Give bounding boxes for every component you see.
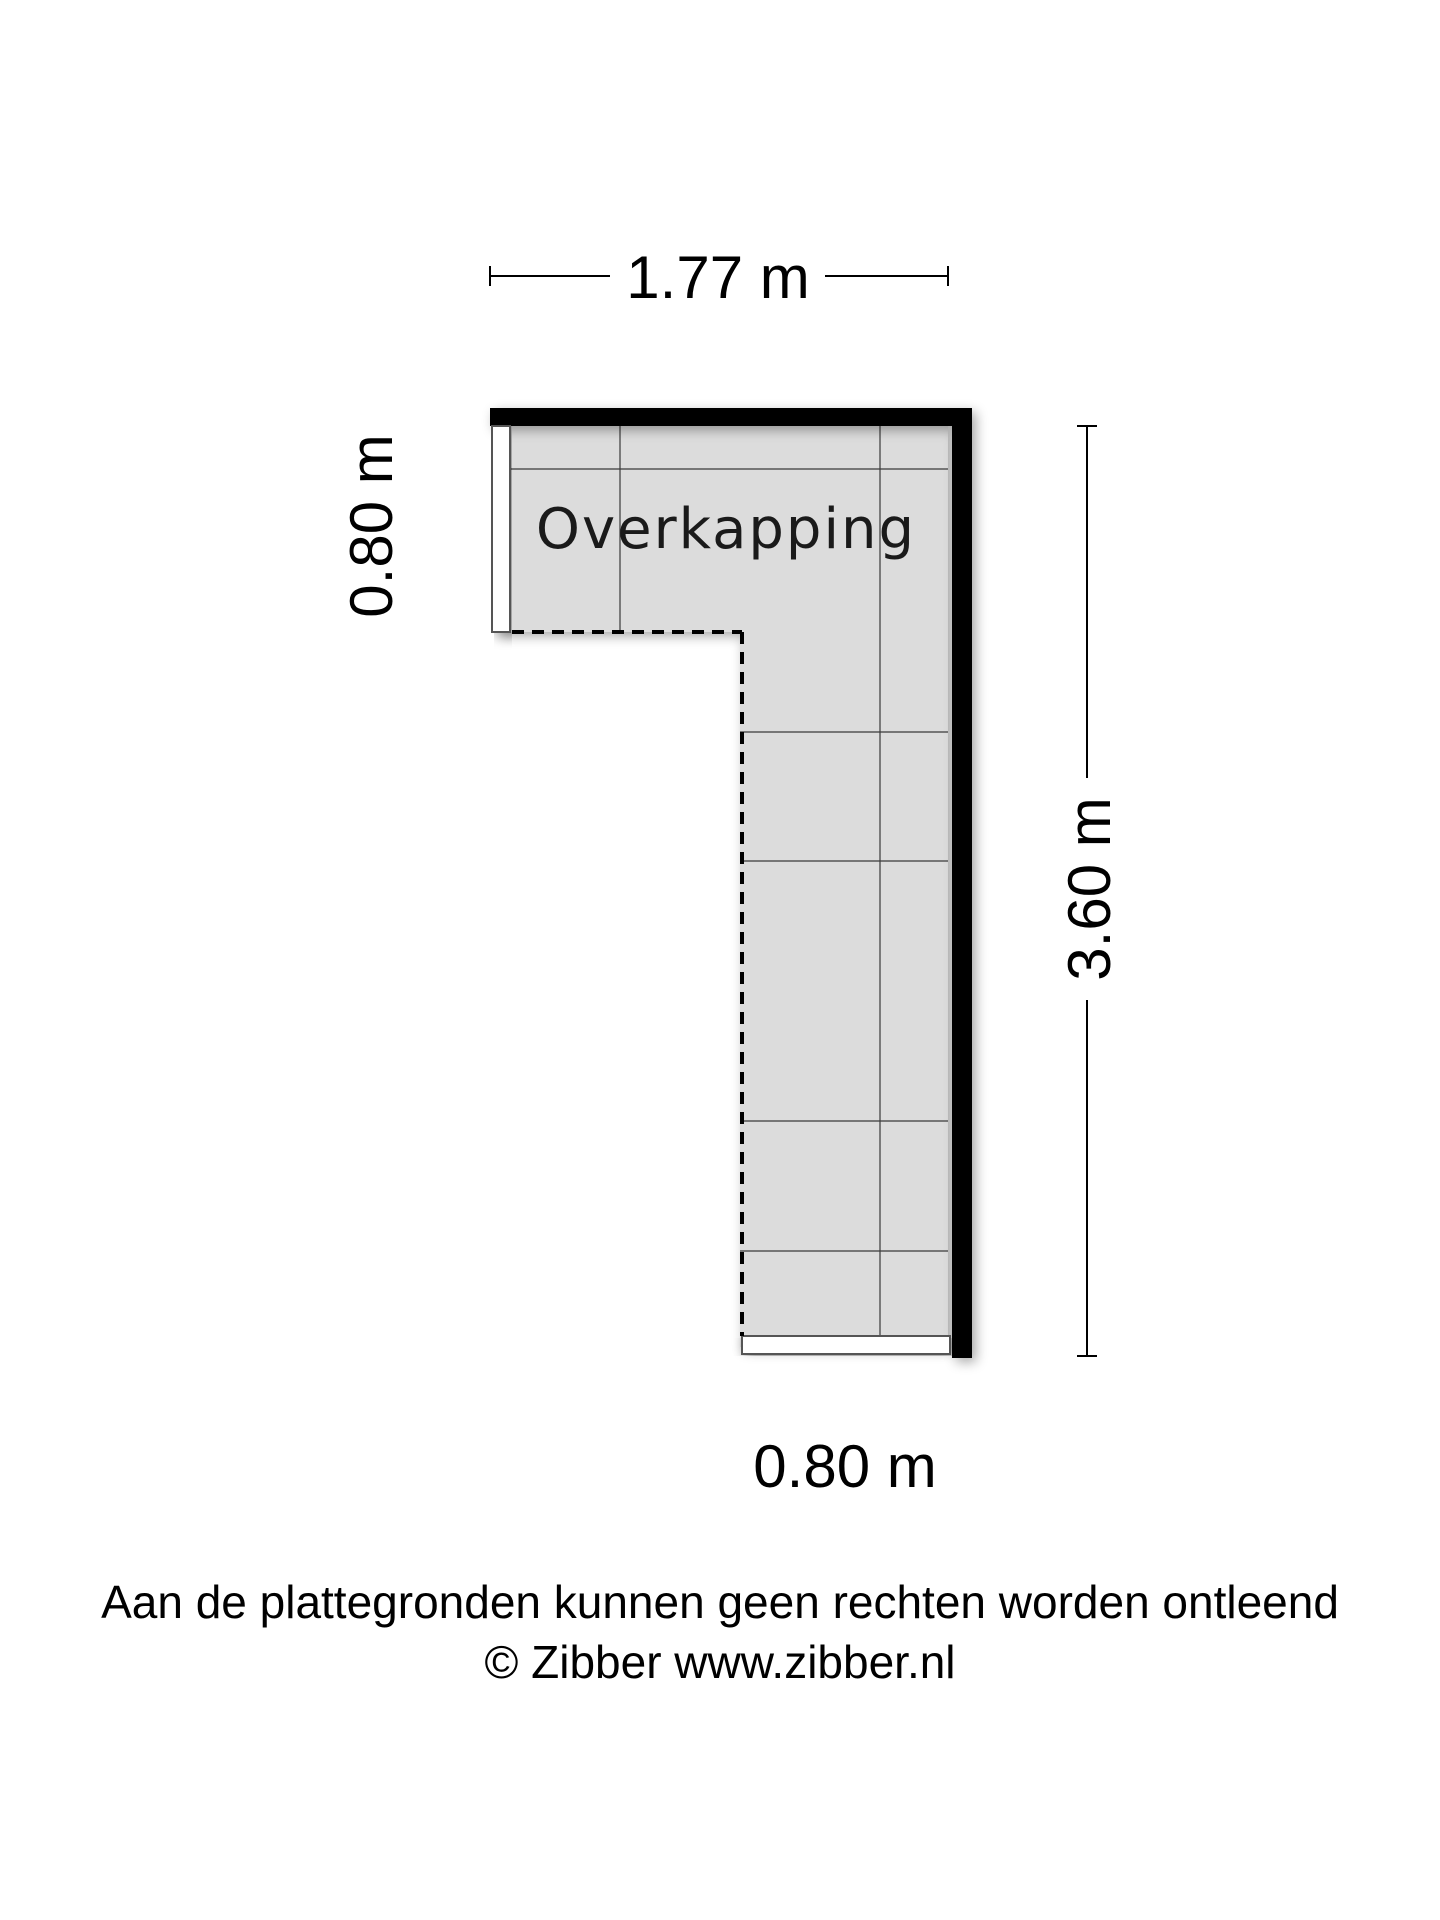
open-edges <box>512 632 742 1336</box>
right-wall <box>952 408 972 1358</box>
top-wall <box>490 408 972 426</box>
left-dimension-label: 0.80 m <box>338 434 405 618</box>
right-dimension-label: 3.60 m <box>1056 797 1123 981</box>
floor-area <box>500 425 948 1347</box>
bottom-window <box>742 1336 950 1354</box>
copyright-text: © Zibber www.zibber.nl <box>484 1636 956 1688</box>
disclaimer-text: Aan de plattegronden kunnen geen rechten worden ontleend <box>101 1576 1339 1628</box>
left-window <box>492 426 510 632</box>
room-label: Overkapping <box>535 497 917 562</box>
bottom-dimension-label: 0.80 m <box>753 1433 937 1500</box>
top-dimension-label: 1.77 m <box>626 244 810 311</box>
